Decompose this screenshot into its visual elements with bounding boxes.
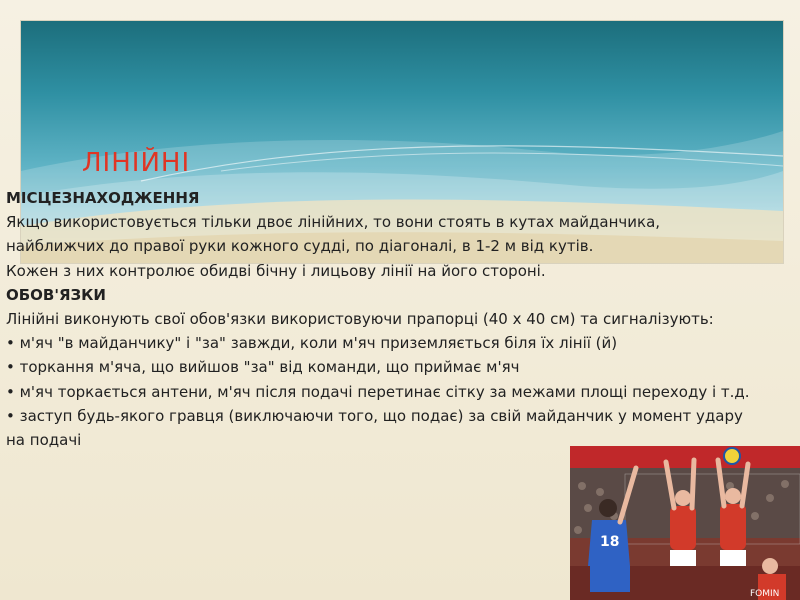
duties-bullet: • м'яч "в майданчику" і "за" завжди, коли м'яч приземляється біля їх лінії (й) xyxy=(6,334,618,353)
location-line: Кожен з них контролює обидві бічну і лицьову лінії на його стороні. xyxy=(6,261,546,280)
location-line: Якщо використовується тільки двоє лінійних, то вони стоять в кутах майданчика, xyxy=(6,213,661,232)
volleyball-scene xyxy=(570,446,800,600)
section-heading-location: МІСЦЕЗНАХОДЖЕННЯ xyxy=(6,189,200,207)
slide-title: ЛІНІЙНІ xyxy=(82,148,191,178)
section-heading-duties: ОБОВ'ЯЗКИ xyxy=(6,285,106,304)
volleyball-photo xyxy=(570,446,800,600)
duties-line: Лінійні виконують свої обов'язки використовуючи прапорці (40 х 40 см) та сигналізують: xyxy=(6,310,714,329)
sponsor-text: FOMIN xyxy=(750,589,780,599)
duties-bullet: • м'яч торкається антени, м'яч після подачі перетинає сітку за межами площі переходу і т.д. xyxy=(6,382,750,401)
duties-bullet: • заступ будь-якого гравця (виключаючи того, що подає) за свій майданчик у момент удару на подачі xyxy=(6,406,743,450)
slide-body xyxy=(6,186,796,452)
duties-bullet: • торкання м'яча, що вийшов "за" від команди, що приймає м'яч xyxy=(6,358,520,377)
jersey-number: 18 xyxy=(600,534,620,550)
location-line: найближчих до правої руки кожного судді, по діагоналі, в 1-2 м від кутів. xyxy=(6,237,594,256)
